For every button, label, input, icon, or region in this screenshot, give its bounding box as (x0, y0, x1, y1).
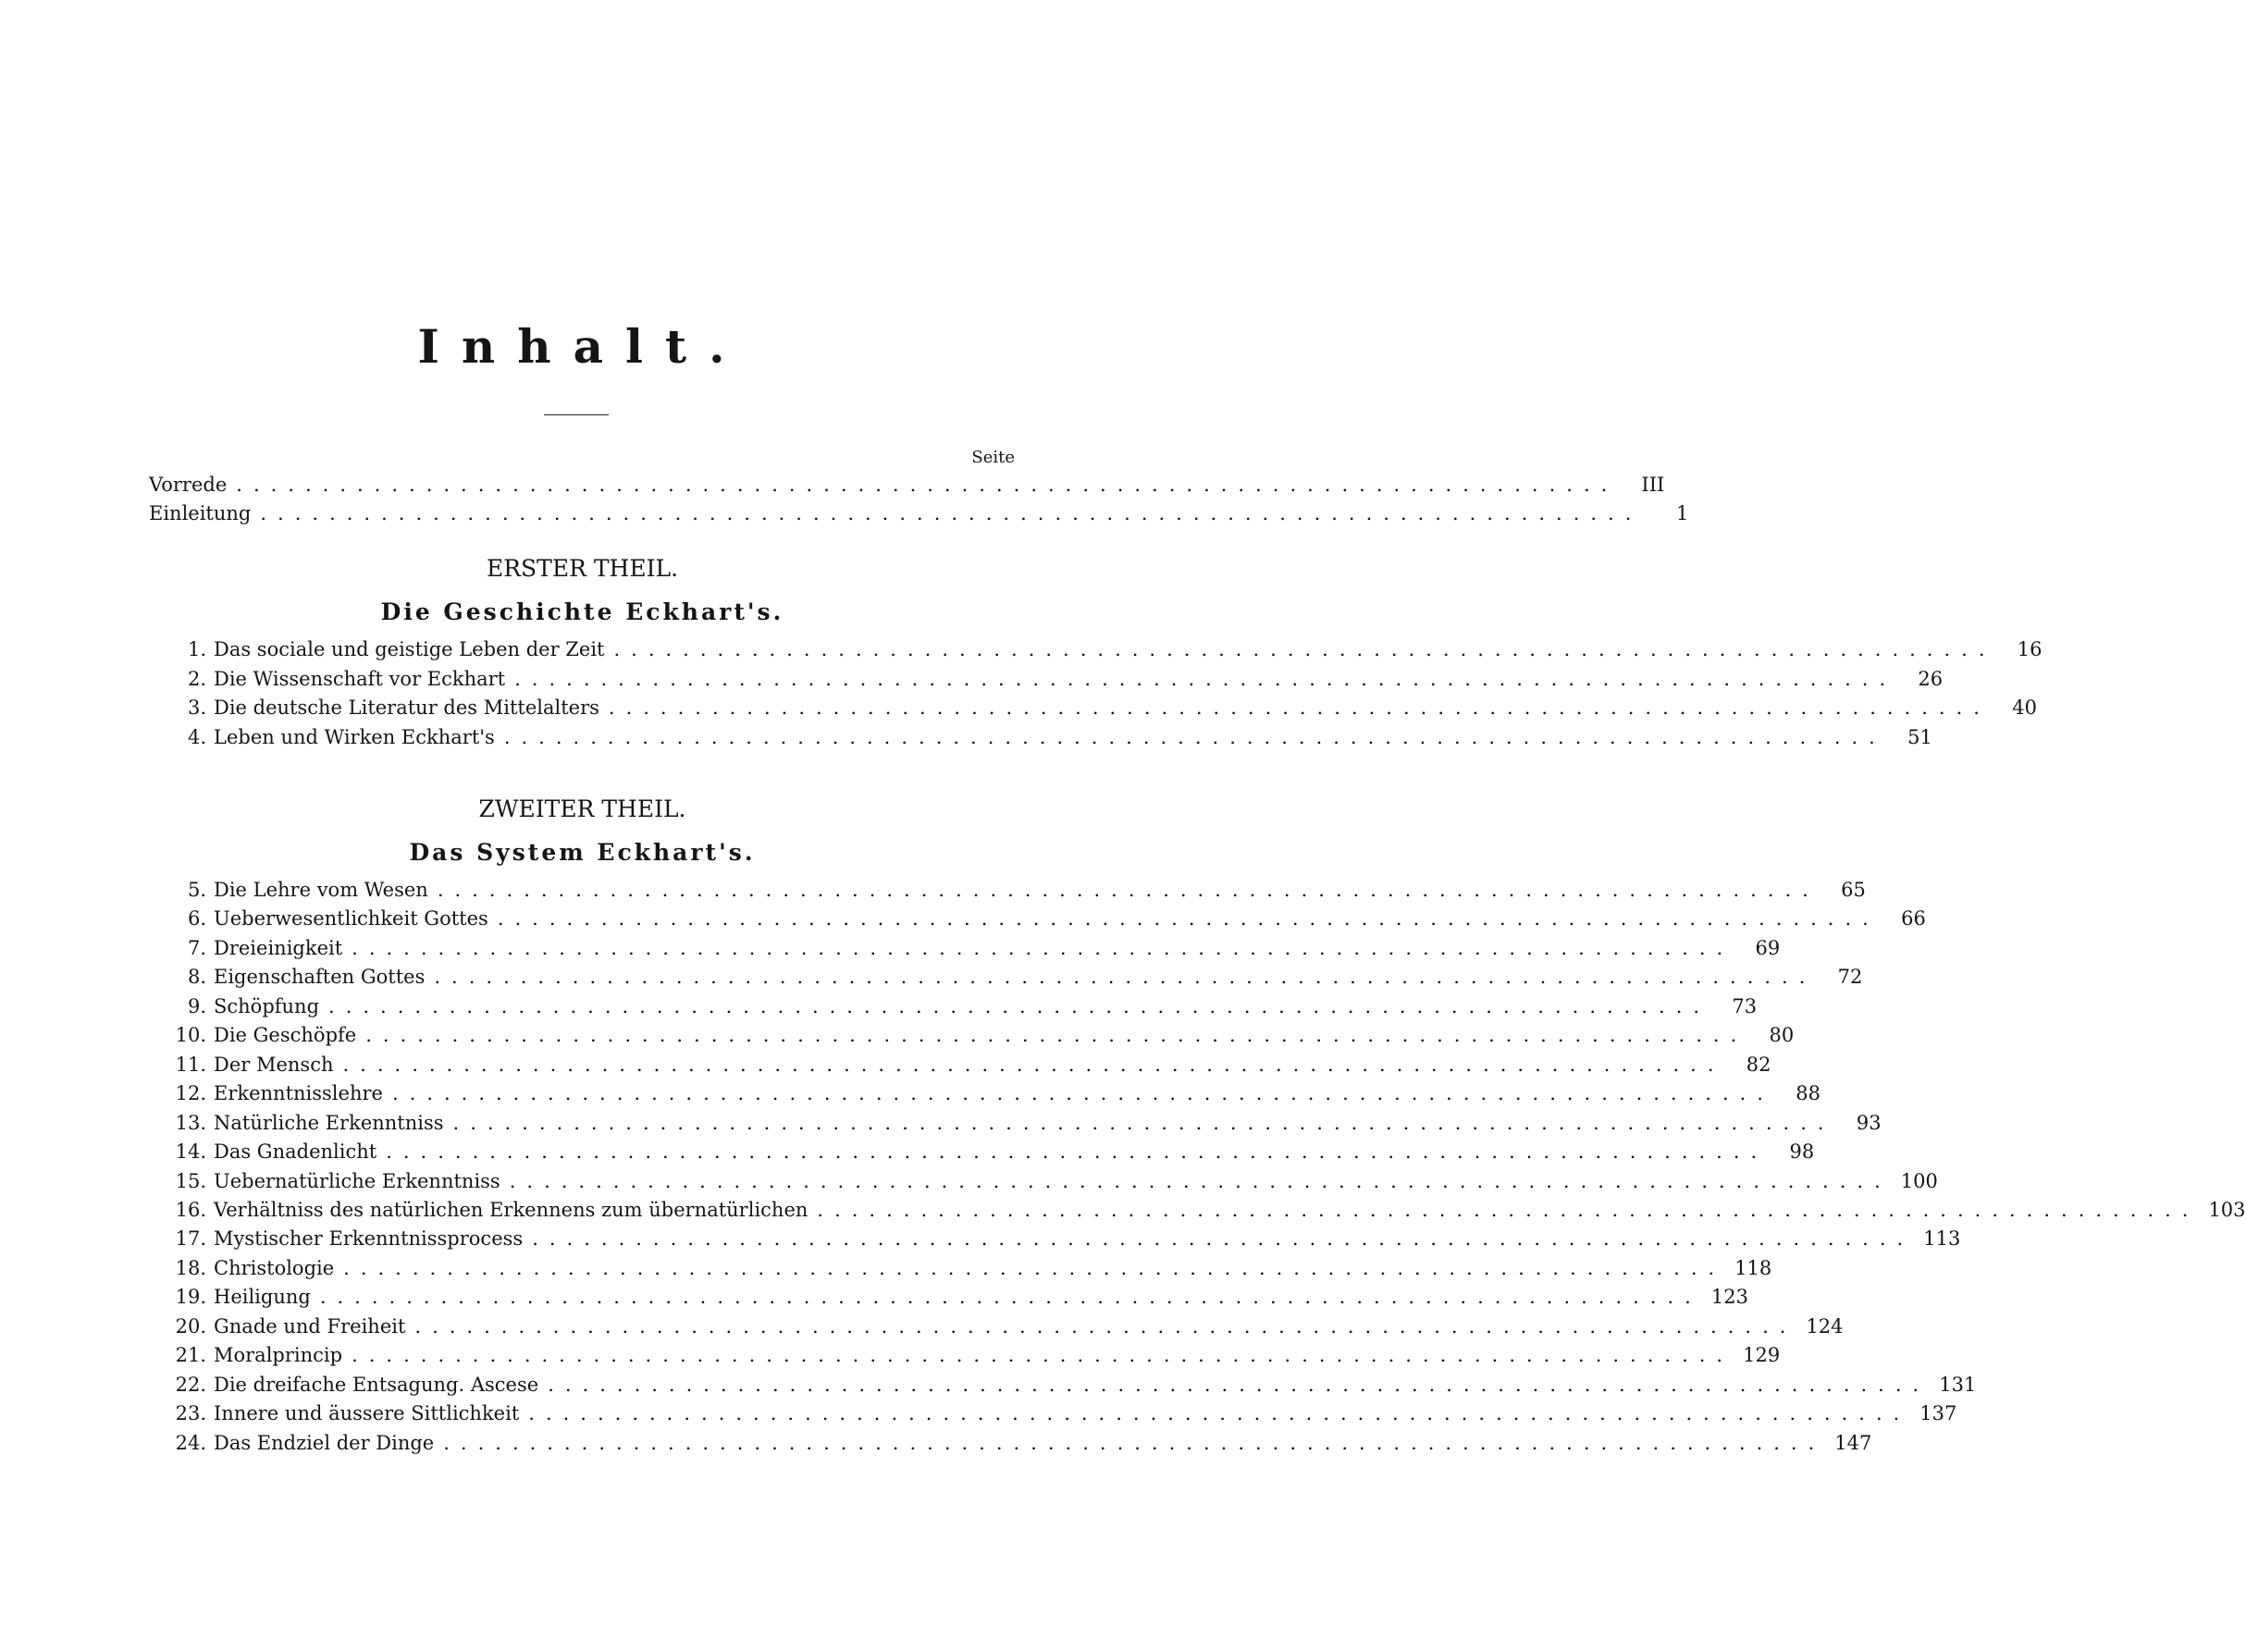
toc-entry (169, 1429, 1872, 1457)
entry-title: Die Wissenschaft vor Eckhart (214, 667, 506, 690)
chapter-number: 1. (187, 638, 206, 660)
entry-title: Das Endziel der Dinge (214, 1431, 435, 1454)
page-number: 98 (1789, 1140, 1815, 1164)
dot-leader: ................................................................................ (342, 1053, 1725, 1076)
dot-leader: ................................................................................ (443, 1431, 1826, 1454)
page-number: 131 (1939, 1373, 1977, 1396)
page-number: 123 (1710, 1286, 1748, 1309)
dot-leader: ................................................................................ (352, 936, 1734, 959)
part1-subtitle: Die Geschichte Eckhart's. (380, 598, 784, 625)
chapter-number: 4. (187, 725, 206, 748)
entry-title: Dreieinigkeit (214, 936, 343, 959)
dot-leader: ................................................................................ (352, 1344, 1734, 1367)
page-number: 113 (1923, 1227, 1961, 1251)
chapter-number: 12. (175, 1082, 206, 1105)
toc-entry (169, 665, 1944, 693)
entry-title: Uebernatürliche Erkenntniss (214, 1169, 500, 1192)
dot-leader: ................................................................................ (319, 1286, 1702, 1309)
chapter-number: 19. (175, 1286, 206, 1309)
dot-leader: ................................................................................ (608, 697, 1991, 719)
dot-leader: ................................................................................ (613, 638, 1996, 660)
part2-subtitle: Das System Eckhart's. (409, 839, 756, 866)
page-number: 65 (1841, 879, 1866, 901)
page-number: 118 (1734, 1256, 1772, 1279)
page-number: 137 (1919, 1402, 1957, 1425)
chapter-number: 13. (175, 1111, 206, 1134)
entry-title: Christologie (214, 1256, 335, 1279)
toc-entry (169, 876, 1866, 904)
chapter-number: 15. (175, 1169, 206, 1192)
chapter-number: 7. (187, 936, 206, 959)
entry-title: Moralprincip (214, 1344, 343, 1367)
entry-title: Innere und äussere Sittlichkeit (214, 1402, 520, 1425)
page-number: 26 (1918, 667, 1944, 690)
page-number: 103 (2208, 1198, 2246, 1221)
page-number: 69 (1755, 936, 1781, 959)
chapter-number: 11. (175, 1053, 206, 1076)
chapter-number: 2. (187, 667, 206, 690)
dot-leader: ................................................................................ (437, 879, 1820, 901)
entry-title: Eigenschaften Gottes (214, 966, 426, 989)
chapter-number: 22. (175, 1373, 206, 1396)
entry-title: Gnade und Freiheit (214, 1314, 406, 1338)
chapter-number: 23. (175, 1402, 206, 1425)
dot-leader: ................................................................................ (817, 1198, 2200, 1221)
dot-leader: ................................................................................ (365, 1024, 1748, 1047)
toc-entry (169, 992, 1758, 1020)
toc-entry (169, 905, 1926, 932)
chapter-number: 10. (175, 1024, 206, 1047)
entry-title: Leben und Wirken Eckhart's (214, 725, 495, 748)
chapter-number: 9. (187, 994, 206, 1017)
dot-leader: ................................................................................ (548, 1373, 1931, 1396)
dot-leader: ................................................................................ (452, 1111, 1835, 1134)
page-number: 72 (1837, 966, 1863, 989)
dot-leader: ................................................................................ (343, 1256, 1726, 1279)
dot-leader: ................................................................................ (260, 502, 1643, 524)
toc-entry (149, 499, 1689, 527)
toc-entry (169, 1399, 1957, 1427)
page-number: 40 (2012, 697, 2037, 719)
chapter-number: 8. (187, 966, 206, 989)
toc-entry (169, 1138, 1815, 1165)
toc-entry (169, 1109, 1882, 1137)
entry-title: Das Gnadenlicht (214, 1140, 377, 1164)
dot-leader: ................................................................................ (414, 1314, 1797, 1338)
entry-title: Einleitung (149, 502, 252, 524)
page-number: 147 (1834, 1431, 1872, 1454)
entry-title: Die deutsche Literatur des Mittelalters (214, 697, 599, 719)
dot-leader: ................................................................................ (434, 966, 1817, 989)
dot-leader: ................................................................................ (532, 1227, 1915, 1251)
toc-entry (169, 1021, 1795, 1049)
seite-label: Seite (971, 448, 1015, 467)
toc-entry (169, 963, 1863, 991)
entry-title: Natürliche Erkenntniss (214, 1111, 444, 1134)
entry-title: Die Geschöpfe (214, 1024, 357, 1047)
toc-entry (169, 1283, 1748, 1311)
toc-entry (169, 723, 1932, 751)
page-title: Inhalt. (417, 319, 747, 374)
title-rule (544, 414, 609, 415)
dot-leader: ................................................................................ (236, 474, 1619, 496)
entry-title: Verhältniss des natürlichen Erkennens zum übernatürlichen (214, 1198, 808, 1221)
dot-leader: ................................................................................ (497, 907, 1880, 931)
part1-heading: ERSTER THEIL. (486, 555, 679, 582)
page-number: 16 (2017, 638, 2042, 660)
toc-entry (169, 1341, 1781, 1369)
entry-title: Schöpfung (214, 994, 320, 1017)
dot-leader: ................................................................................ (328, 994, 1711, 1017)
page-number: 51 (1907, 725, 1932, 748)
chapter-number: 18. (175, 1256, 206, 1279)
page-number: 100 (1900, 1169, 1938, 1192)
page-number: 93 (1856, 1111, 1882, 1134)
chapter-number: 6. (187, 907, 206, 931)
toc-entry (169, 1313, 1844, 1340)
dot-leader: ................................................................................ (391, 1082, 1774, 1105)
page-number: 82 (1746, 1053, 1771, 1076)
entry-title: Der Mensch (214, 1053, 334, 1076)
entry-title: Vorrede (149, 474, 228, 496)
entry-title: Mystischer Erkenntnissprocess (214, 1227, 524, 1251)
chapter-number: 20. (175, 1314, 206, 1338)
toc-entry (149, 471, 1665, 499)
toc-entry (169, 934, 1781, 962)
dot-leader: ................................................................................ (503, 725, 1886, 748)
page-number: 88 (1796, 1082, 1820, 1105)
toc-entry (169, 1254, 1772, 1282)
entry-title: Erkenntnisslehre (214, 1082, 383, 1105)
page-number: III (1641, 474, 1665, 496)
toc-entry (169, 635, 2042, 663)
chapter-number: 3. (187, 697, 206, 719)
toc-entry (169, 1371, 1977, 1399)
dot-leader: ................................................................................ (386, 1140, 1769, 1164)
dot-leader: ................................................................................ (509, 1169, 1892, 1192)
page-number: 80 (1769, 1024, 1795, 1047)
page-number: 1 (1676, 502, 1689, 524)
entry-title: Die dreifache Entsagung. Ascese (214, 1373, 539, 1396)
chapter-number: 24. (175, 1431, 206, 1454)
page-number: 66 (1901, 907, 1926, 931)
toc-entry (169, 1196, 2246, 1224)
toc-entry (169, 1225, 1961, 1252)
chapter-number: 5. (187, 879, 206, 901)
entry-title: Heiligung (214, 1286, 311, 1309)
toc-entry (169, 1167, 1938, 1195)
chapter-number: 16. (175, 1198, 206, 1221)
page-number: 124 (1806, 1314, 1844, 1338)
toc-entry (169, 694, 2037, 721)
part2-heading: ZWEITER THEIL. (478, 795, 686, 822)
page-number: 73 (1732, 994, 1758, 1017)
chapter-number: 14. (175, 1140, 206, 1164)
dot-leader: ................................................................................ (528, 1402, 1911, 1425)
toc-entry (169, 1051, 1771, 1079)
chapter-number: 17. (175, 1227, 206, 1251)
entry-title: Ueberwesentlichkeit Gottes (214, 907, 488, 931)
page-number: 129 (1743, 1344, 1781, 1367)
entry-title: Das sociale und geistige Leben der Zeit (214, 638, 605, 660)
entry-title: Die Lehre vom Wesen (214, 879, 428, 901)
chapter-number: 21. (175, 1344, 206, 1367)
toc-entry (169, 1079, 1820, 1107)
dot-leader: ................................................................................ (514, 667, 1897, 690)
